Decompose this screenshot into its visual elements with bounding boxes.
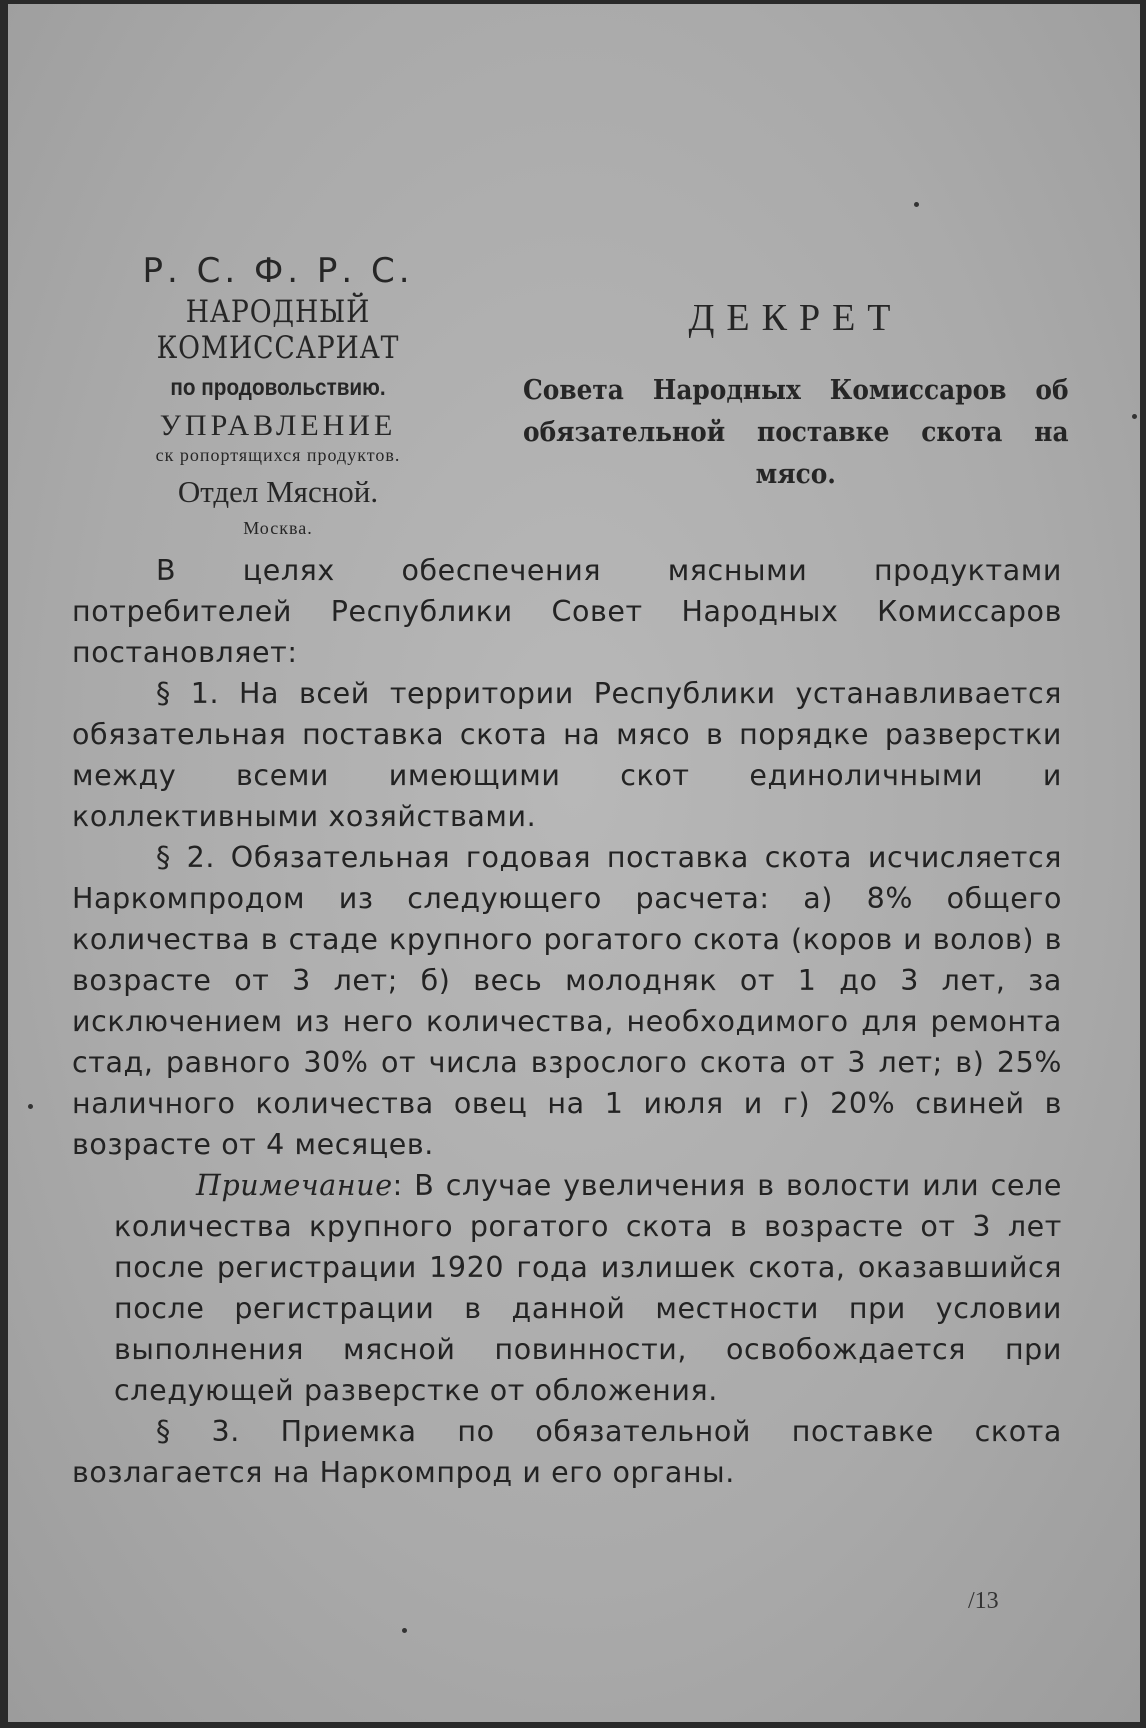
- city-name: Москва.: [243, 517, 313, 538]
- food-subtitle: по продовольствию.: [170, 374, 386, 401]
- decree-subject: Совета Народных Комиссаров об обязательной поставке скота на мясо.: [523, 375, 1069, 490]
- department-name: Отдел Мясной.: [177, 474, 379, 509]
- note-paragraph: [114, 1165, 1062, 1411]
- paper-speck: [402, 1628, 407, 1633]
- commissariat-title: НАРОДНЫЙ КОМИССАРИАТ: [156, 294, 400, 366]
- page-number: /13: [968, 1588, 999, 1614]
- perishable-subtitle: ск ропортящихся продуктов.: [155, 445, 401, 466]
- decree-title: ДЕКРЕТ: [688, 297, 903, 339]
- paper-speck: [914, 202, 919, 207]
- administration-title: УПРАВЛЕНИЕ: [159, 408, 397, 442]
- note-text: : В случае увеличения в волости или селе количества крупного рогатого скота в возрасте от 3 лет после регистрации 1920 года излишек скота, оказавшийся после регистрации в данной местности при условии выполнения мясной повинности, освобождается при следующей разверстке от обложения.: [114, 1169, 1062, 1407]
- state-abbreviation: Р. С. Ф. Р. С.: [142, 251, 414, 291]
- decree-header: [523, 296, 1068, 496]
- document-page: [8, 4, 1140, 1722]
- preamble-paragraph: В целях обеспечения мясными продуктами потребителей Республики Совет Народных Комиссаров постановляет:: [72, 554, 1062, 669]
- paper-speck: [1132, 414, 1137, 419]
- note-block: [72, 1165, 1062, 1411]
- section-3-paragraph: § 3. Приемка по обязательной поставке скота возлагается на Наркомпрод и его органы.: [72, 1415, 1062, 1489]
- section-1-paragraph: § 1. На всей территории Республики устанавливается обязательная поставка скота на мясо в порядке разверстки между всеми имеющими скот единоличными и коллективными хозяйствами.: [72, 677, 1062, 833]
- section-2-paragraph: § 2. Обязательная годовая поставка скота исчисляется Наркомпродом из следующего расчета: а) 8% общего количества в стаде крупного рогатого скота (коров и волов) в возрасте от 3 лет; б) весь молодняк от 1 до 3 лет, за исключением из него количества, необходимого для ремонта стад, равного 30% от числа взрослого скота от 3 лет; в) 25% наличного количества овец на 1 июля и г) 20% свиней в возрасте от 4 месяцев.: [72, 841, 1062, 1161]
- note-label: Примечание: [196, 1169, 393, 1202]
- decree-body: [72, 550, 1062, 1493]
- paper-speck: [28, 1104, 33, 1109]
- issuer-header: [58, 252, 498, 538]
